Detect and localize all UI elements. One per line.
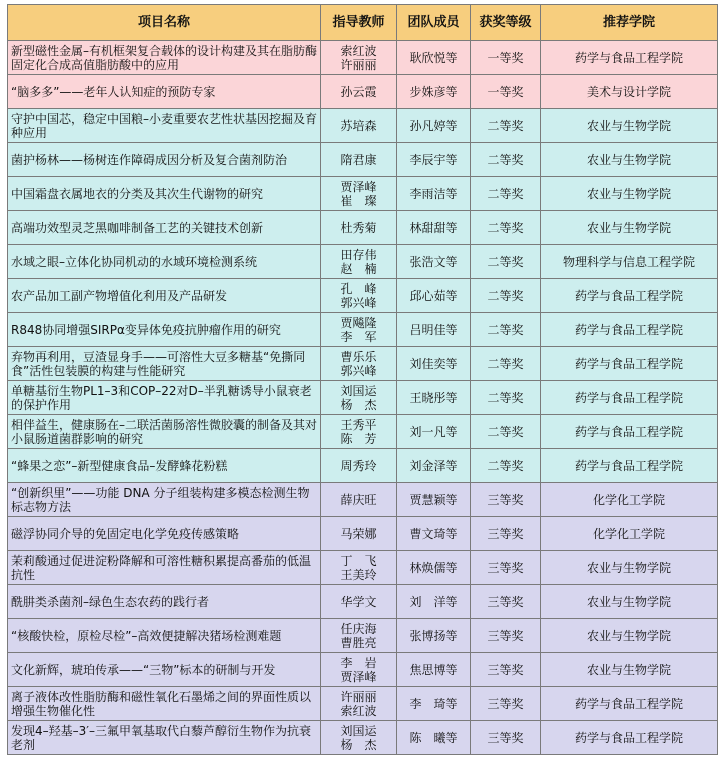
advisor-cell: 孔 峰 郭兴峰	[321, 279, 397, 313]
team-cell: 陈 曦等	[397, 721, 471, 755]
table-row	[8, 211, 718, 245]
team-cell: 吕明佳等	[397, 313, 471, 347]
project-name-cell: 单糖基衍生物PL1–3和COP–22对D–半乳糖诱导小鼠衰老的保护作用	[8, 381, 321, 415]
advisor-cell: 隋君康	[321, 143, 397, 177]
advisor-cell: 杜秀菊	[321, 211, 397, 245]
team-cell: 耿欣悦等	[397, 41, 471, 75]
college-cell: 药学与食品工程学院	[541, 347, 718, 381]
award-level-cell: 一等奖	[471, 75, 541, 109]
award-level-cell: 二等奖	[471, 279, 541, 313]
table-row	[8, 75, 718, 109]
college-cell: 美术与设计学院	[541, 75, 718, 109]
award-level-cell: 三等奖	[471, 619, 541, 653]
advisor-cell: 华学文	[321, 585, 397, 619]
table-header	[8, 5, 718, 41]
college-cell: 农业与生物学院	[541, 619, 718, 653]
project-name-cell: 相伴益生，健康肠在–二联活菌肠溶性微胶囊的制备及其对小鼠肠道菌群影响的研究	[8, 415, 321, 449]
advisor-cell: 苏培森	[321, 109, 397, 143]
team-cell: 林甜甜等	[397, 211, 471, 245]
advisor-cell: 王秀平 陈 芳	[321, 415, 397, 449]
team-cell: 曹文琦等	[397, 517, 471, 551]
advisor-cell: 周秀玲	[321, 449, 397, 483]
award-level-cell: 二等奖	[471, 381, 541, 415]
table-row	[8, 721, 718, 755]
advisor-cell: 曹乐乐 郭兴峰	[321, 347, 397, 381]
project-name-cell: 农产品加工副产物增值化利用及产品研发	[8, 279, 321, 313]
project-name-cell: 菌护杨林——杨树连作障碍成因分析及复合菌剂防治	[8, 143, 321, 177]
award-level-cell: 二等奖	[471, 177, 541, 211]
project-name-cell: R848协同增强SIRPα变异体免疫抗肿瘤作用的研究	[8, 313, 321, 347]
advisor-cell: 孙云霞	[321, 75, 397, 109]
header-award: 获奖等级	[471, 5, 541, 41]
college-cell: 药学与食品工程学院	[541, 381, 718, 415]
advisor-cell: 薛庆旺	[321, 483, 397, 517]
team-cell: 孙凡婷等	[397, 109, 471, 143]
college-cell: 农业与生物学院	[541, 109, 718, 143]
college-cell: 化学化工学院	[541, 517, 718, 551]
team-cell: 刘金泽等	[397, 449, 471, 483]
award-level-cell: 三等奖	[471, 653, 541, 687]
table-row	[8, 585, 718, 619]
college-cell: 药学与食品工程学院	[541, 279, 718, 313]
college-cell: 农业与生物学院	[541, 143, 718, 177]
award-level-cell: 二等奖	[471, 245, 541, 279]
project-name-cell: 水域之眼–立体化协同机动的水域环境检测系统	[8, 245, 321, 279]
college-cell: 药学与食品工程学院	[541, 313, 718, 347]
award-level-cell: 一等奖	[471, 41, 541, 75]
award-table	[7, 4, 718, 755]
award-level-cell: 二等奖	[471, 211, 541, 245]
table-row	[8, 653, 718, 687]
award-level-cell: 二等奖	[471, 143, 541, 177]
award-level-cell: 二等奖	[471, 449, 541, 483]
project-name-cell: 发现4–羟基–3′–三氟甲氧基取代白藜芦醇衍生物作为抗衰老剂	[8, 721, 321, 755]
advisor-cell: 贾飚隆 李 军	[321, 313, 397, 347]
advisor-cell: 索红波 许丽丽	[321, 41, 397, 75]
team-cell: 焦思博等	[397, 653, 471, 687]
table-row	[8, 41, 718, 75]
table-row	[8, 381, 718, 415]
advisor-cell: 刘国运 杨 杰	[321, 381, 397, 415]
project-name-cell: 中国霜盘衣属地衣的分类及其次生代谢物的研究	[8, 177, 321, 211]
award-level-cell: 三等奖	[471, 721, 541, 755]
project-name-cell: 文化新辉，琥珀传承——“三物”标本的研制与开发	[8, 653, 321, 687]
header-row	[8, 5, 718, 41]
college-cell: 农业与生物学院	[541, 551, 718, 585]
table-row	[8, 313, 718, 347]
award-level-cell: 二等奖	[471, 347, 541, 381]
table-row	[8, 483, 718, 517]
award-level-cell: 二等奖	[471, 313, 541, 347]
team-cell: 刘一凡等	[397, 415, 471, 449]
project-name-cell: 离子液体改性脂肪酶和磁性氧化石墨烯之间的界面性质以增强生物催化性	[8, 687, 321, 721]
header-advisor: 指导教师	[321, 5, 397, 41]
college-cell: 物理科学与信息工程学院	[541, 245, 718, 279]
table-row	[8, 551, 718, 585]
award-level-cell: 二等奖	[471, 415, 541, 449]
advisor-cell: 许丽丽 索红波	[321, 687, 397, 721]
table-row	[8, 279, 718, 313]
team-cell: 刘佳奕等	[397, 347, 471, 381]
table-body	[8, 41, 718, 755]
award-level-cell: 三等奖	[471, 585, 541, 619]
table-row	[8, 687, 718, 721]
advisor-cell: 刘国运 杨 杰	[321, 721, 397, 755]
college-cell: 药学与食品工程学院	[541, 721, 718, 755]
college-cell: 农业与生物学院	[541, 211, 718, 245]
header-team: 团队成员	[397, 5, 471, 41]
header-project: 项目名称	[8, 5, 321, 41]
advisor-cell: 马荣娜	[321, 517, 397, 551]
table-row	[8, 109, 718, 143]
project-name-cell: 弃物再利用，豆渣显身手——可溶性大豆多糖基“免撕同食”活性包装膜的构建与性能研究	[8, 347, 321, 381]
team-cell: 张浩文等	[397, 245, 471, 279]
project-name-cell: “脑多多”——老年人认知症的预防专家	[8, 75, 321, 109]
team-cell: 刘 洋等	[397, 585, 471, 619]
award-level-cell: 三等奖	[471, 483, 541, 517]
project-name-cell: “创新织里”——功能 DNA 分子组装构建多模态检测生物标志物方法	[8, 483, 321, 517]
table-row	[8, 245, 718, 279]
project-name-cell: “蜂果之恋”–新型健康食品–发酵蜂花粉糕	[8, 449, 321, 483]
award-level-cell: 三等奖	[471, 517, 541, 551]
college-cell: 药学与食品工程学院	[541, 415, 718, 449]
team-cell: 李辰宇等	[397, 143, 471, 177]
award-level-cell: 二等奖	[471, 109, 541, 143]
advisor-cell: 贾泽峰 崔 璨	[321, 177, 397, 211]
team-cell: 贾慧颖等	[397, 483, 471, 517]
project-name-cell: 磁浮协同介导的免固定电化学免疫传感策略	[8, 517, 321, 551]
project-name-cell: 高端功效型灵芝黑咖啡制备工艺的关键技术创新	[8, 211, 321, 245]
team-cell: 李雨洁等	[397, 177, 471, 211]
team-cell: 李 琦等	[397, 687, 471, 721]
college-cell: 化学化工学院	[541, 483, 718, 517]
table-row	[8, 449, 718, 483]
table-row	[8, 177, 718, 211]
advisor-cell: 任庆海 曹胜亮	[321, 619, 397, 653]
table-row	[8, 143, 718, 177]
college-cell: 农业与生物学院	[541, 653, 718, 687]
project-name-cell: “核酸快检，原检尽检”–高效便捷解决猪场检测难题	[8, 619, 321, 653]
advisor-cell: 田存伟 赵 楠	[321, 245, 397, 279]
college-cell: 药学与食品工程学院	[541, 41, 718, 75]
header-college: 推荐学院	[541, 5, 718, 41]
project-name-cell: 酰肼类杀菌剂–绿色生态农药的践行者	[8, 585, 321, 619]
advisor-cell: 丁 飞 王美玲	[321, 551, 397, 585]
project-name-cell: 茉莉酸通过促进淀粉降解和可溶性糖积累提高番茄的低温抗性	[8, 551, 321, 585]
table-row	[8, 517, 718, 551]
college-cell: 农业与生物学院	[541, 177, 718, 211]
college-cell: 药学与食品工程学院	[541, 449, 718, 483]
college-cell: 农业与生物学院	[541, 585, 718, 619]
award-level-cell: 三等奖	[471, 551, 541, 585]
table-row	[8, 347, 718, 381]
table-row	[8, 619, 718, 653]
team-cell: 张博扬等	[397, 619, 471, 653]
team-cell: 步姝彦等	[397, 75, 471, 109]
team-cell: 邱心茹等	[397, 279, 471, 313]
team-cell: 王晓彤等	[397, 381, 471, 415]
advisor-cell: 李 岩 贾泽峰	[321, 653, 397, 687]
team-cell: 林焕儒等	[397, 551, 471, 585]
college-cell: 药学与食品工程学院	[541, 687, 718, 721]
award-level-cell: 三等奖	[471, 687, 541, 721]
table-row	[8, 415, 718, 449]
project-name-cell: 守护中国芯，稳定中国粮–小麦重要农艺性状基因挖掘及育种应用	[8, 109, 321, 143]
project-name-cell: 新型磁性金属–有机框架复合载体的设计构建及其在脂肪酶固定化合成高值脂肪酸中的应用	[8, 41, 321, 75]
award-table-container	[7, 4, 718, 755]
